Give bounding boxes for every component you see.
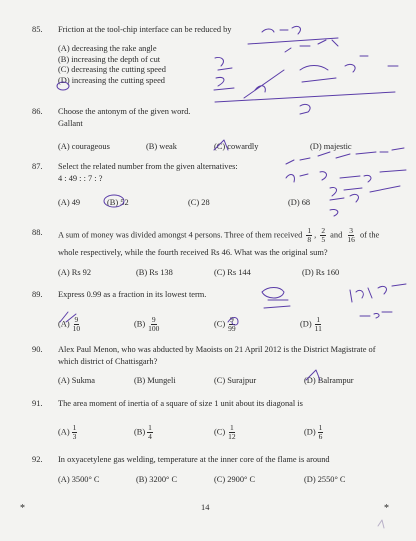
number-sequence: 4 : 49 : : 7 : ?	[58, 174, 103, 183]
option-b[interactable]: (B) increasing the depth of cut	[58, 54, 161, 64]
question-text: A sum of money was divided amongst 4 persons. Three of them received $\frac{1}{8}$ , $\frac{2}{5}$ and $\frac{3}{16}$ of the	[58, 226, 380, 244]
option-d[interactable]: (D) increasing the cutting speed	[58, 75, 165, 85]
option-b[interactable]: (B) $\frac{9}{100}$	[134, 315, 160, 333]
footer-left-mark: *	[20, 503, 25, 514]
option-d[interactable]: (D) $\frac{1}{6}$	[304, 423, 323, 441]
question-text: Express 0.99 as a fraction in its lowest term.	[58, 290, 207, 299]
option-d[interactable]: (D) Balrampur	[304, 376, 354, 385]
fraction-1: $\frac{1}{8}$	[307, 226, 312, 244]
option-c[interactable]: (C) decreasing the cutting speed	[58, 65, 166, 74]
option-b[interactable]: (B) 52	[107, 198, 129, 207]
question-number: 92.	[32, 455, 43, 464]
option-d[interactable]: (D) Rs 160	[302, 268, 340, 277]
option-a[interactable]: (A) 3500° C	[58, 475, 100, 484]
option-a[interactable]: (A) courageous	[58, 142, 110, 151]
option-b[interactable]: (B) 3200° C	[136, 475, 178, 484]
given-word: Gallant	[58, 119, 83, 128]
option-a[interactable]: (A) 49	[58, 198, 81, 207]
question-number: 90.	[32, 345, 43, 354]
option-b[interactable]: (B) Rs 138	[136, 268, 173, 277]
option-a[interactable]: (A) $\frac{1}{3}$	[58, 423, 77, 441]
question-number: 89.	[32, 290, 43, 299]
option-a[interactable]: (A) Rs 92	[58, 268, 92, 277]
option-d[interactable]: (D) 2550° C	[304, 475, 346, 484]
option-b[interactable]: (B) weak	[146, 142, 177, 151]
question-number: 91.	[32, 399, 43, 408]
option-d[interactable]: (D) $\frac{1}{11}$	[300, 315, 322, 333]
question-text: Alex Paul Menon, who was abducted by Maoists on 21 April 2012 is the District Magistrate of which district of Chattisgarh?	[58, 345, 376, 366]
footer-right-mark: *	[384, 503, 389, 514]
option-c[interactable]: (C) cowardly	[214, 142, 259, 151]
option-c[interactable]: (C) Rs 144	[214, 268, 251, 277]
question-number: 88.	[32, 228, 43, 237]
option-a[interactable]: (A) decreasing the rake angle	[58, 44, 157, 53]
option-d[interactable]: (D) 68	[288, 198, 311, 207]
fraction-3: $\frac{3}{16}$	[347, 226, 355, 244]
question-text-continued: whole respectively, while the fourth received Rs 46. What was the original sum?	[58, 248, 328, 257]
option-c[interactable]: (C) $\frac{9}{99}$	[214, 315, 236, 333]
option-c[interactable]: (C) 28	[188, 198, 210, 207]
fraction-2: $\frac{2}{5}$	[321, 226, 326, 244]
question-number: 87.	[32, 162, 43, 171]
question-text: In oxyacetylene gas welding, temperature at the inner core of the flame is around	[58, 455, 330, 464]
option-a[interactable]: (A) $\frac{9}{10}$	[58, 315, 81, 333]
option-a[interactable]: (A) Sukma	[58, 376, 95, 385]
option-c[interactable]: (C) Surajpur	[214, 376, 257, 385]
page-number: 14	[201, 503, 210, 512]
question-text: Friction at the tool-chip interface can be reduced by	[58, 25, 232, 34]
option-d[interactable]: (D) majestic	[310, 142, 352, 151]
question-number: 85.	[32, 25, 43, 34]
option-b[interactable]: (B) $\frac{1}{4}$	[134, 423, 152, 441]
option-c[interactable]: (C) 2900° C	[214, 475, 256, 484]
question-number: 86.	[32, 107, 43, 116]
option-c[interactable]: (C) $\frac{1}{12}$	[214, 423, 236, 441]
question-text: Select the related number from the given alternatives:	[58, 162, 238, 171]
question-text: Choose the antonym of the given word.	[58, 107, 191, 116]
option-b[interactable]: (B) Mungeli	[134, 376, 176, 385]
question-text: The area moment of inertia of a square of size 1 unit about its diagonal is	[58, 399, 303, 408]
options-85	[58, 44, 166, 86]
